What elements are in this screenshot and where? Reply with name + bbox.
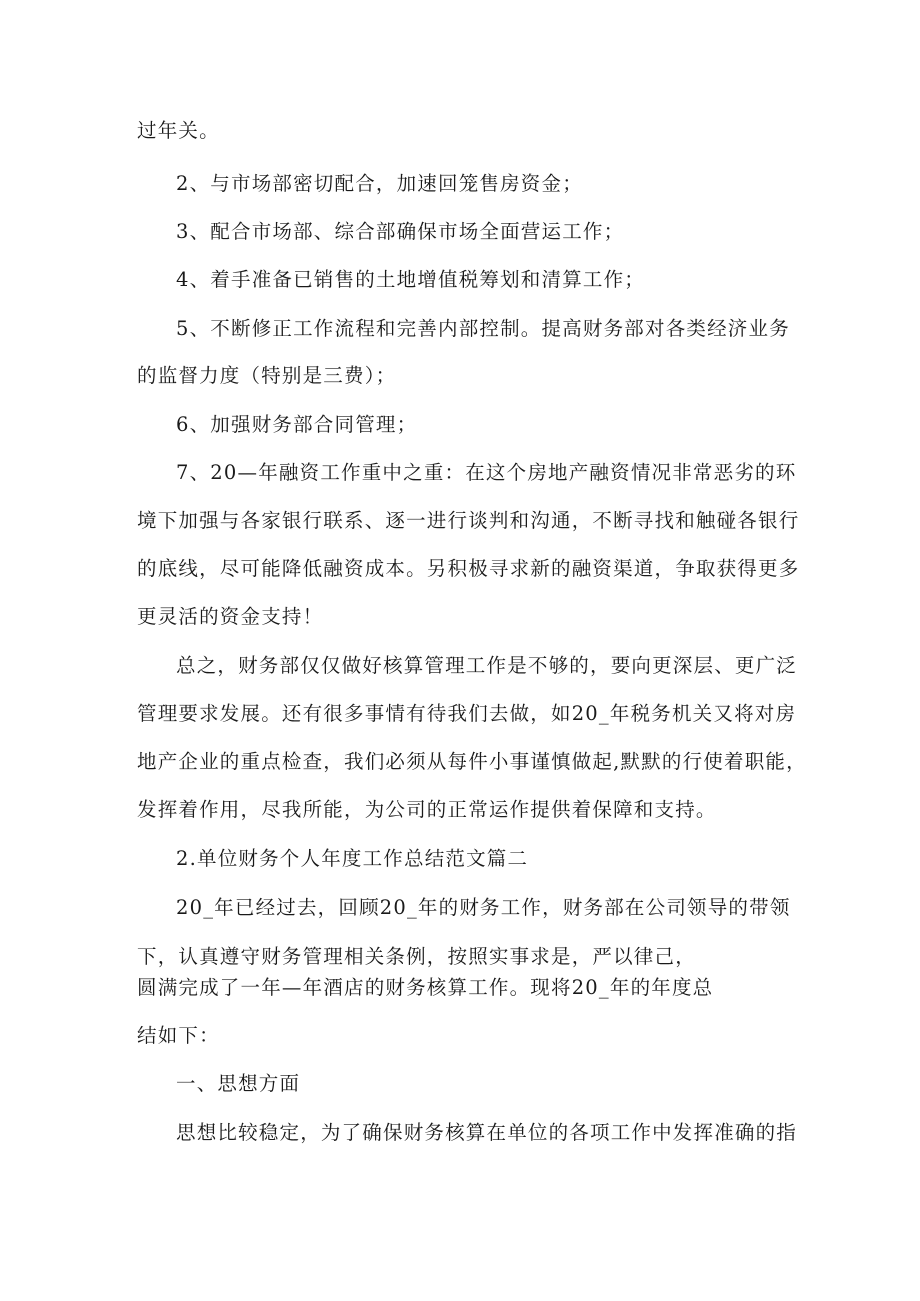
section-heading: 2.单位财务个人年度工作总结范文篇二	[176, 847, 529, 870]
text-line: 结如下：	[137, 1024, 220, 1047]
text-line: 5、不断修正工作流程和完善内部控制。提高财务部对各类经济业务	[176, 317, 790, 340]
text-line: 的监督力度（特别是三费）；	[137, 364, 397, 387]
text-line: 总之，财务部仅仅做好核算管理工作是不够的，要向更深层、更广泛	[176, 654, 798, 677]
text-line: 下，认真遵守财务管理相关条例，按照实事求是，严以律己，	[137, 945, 696, 968]
text-line: 2、与市场部密切配合，加速回笼售房资金；	[176, 172, 583, 195]
text-line: 6、加强财务部合同管理；	[176, 413, 418, 436]
text-line: 圆满完成了一年—年酒店的财务核算工作。现将20_年的年度总	[137, 976, 714, 999]
text-line: 7、20—年融资工作重中之重：在这个房地产融资情况非常恶劣的环	[176, 461, 797, 484]
text-line: 管理要求发展。还有很多事情有待我们去做，如20_年税务机关又将对房	[137, 702, 797, 725]
text-line: 发挥着作用，尽我所能，为公司的正常运作提供着保障和支持。	[137, 798, 717, 821]
text-line: 地产企业的重点检查，我们必须从每件小事谨慎做起,默默的行使着职能，	[137, 750, 807, 773]
text-line: 境下加强与各家银行联系、逐一进行谈判和沟通，不断寻找和触碰各银行	[137, 509, 800, 532]
text-line: 20_年已经过去，回顾20_年的财务工作，财务部在公司领导的带领	[176, 896, 791, 919]
section-heading: 一、思想方面	[176, 1072, 301, 1095]
text-line: 过年关。	[137, 119, 220, 142]
text-line: 的底线，尽可能降低融资成本。另积极寻求新的融资渠道，争取获得更多	[137, 557, 800, 580]
text-line: 3、配合市场部、综合部确保市场全面营运工作；	[176, 220, 625, 243]
text-line: 思想比较稳定，为了确保财务核算在单位的各项工作中发挥准确的指	[176, 1121, 798, 1144]
text-line: 4、着手准备已销售的土地增值税筹划和清算工作；	[176, 268, 646, 291]
text-line: 更灵活的资金支持！	[137, 605, 324, 628]
